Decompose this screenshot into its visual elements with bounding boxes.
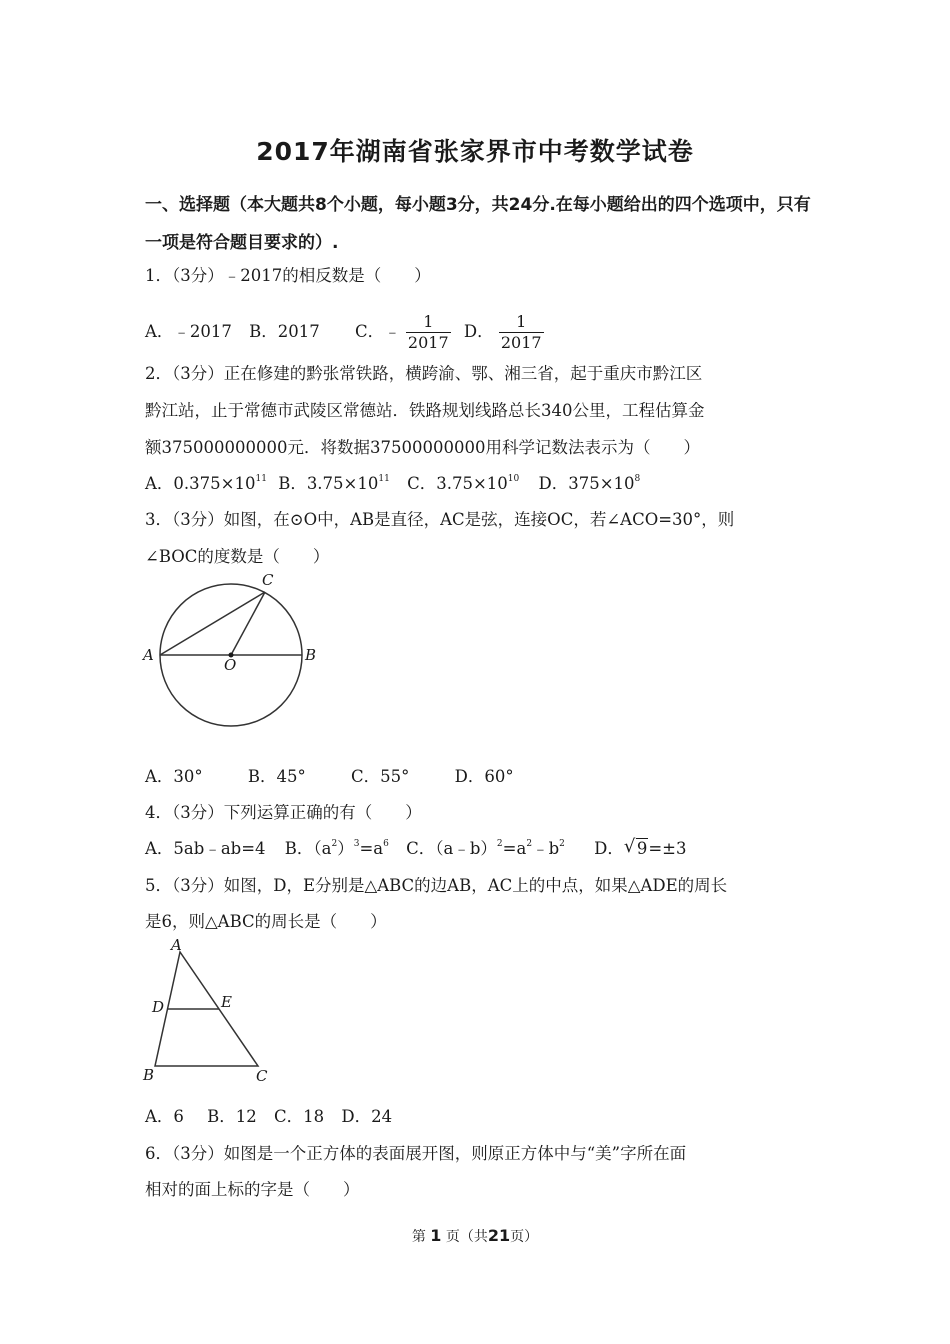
- q2-c-exponent: 10: [507, 474, 520, 484]
- q3-label-a: A: [143, 646, 154, 664]
- q5-option-d: D．24: [341, 1107, 393, 1126]
- q3-options: [145, 763, 514, 787]
- q4-d-result: =±3: [648, 839, 687, 858]
- footer-page-number: 1: [430, 1226, 442, 1245]
- q4-option-a: A．5ab﹣ab=4: [145, 839, 266, 858]
- q3-label-c: C: [262, 571, 274, 589]
- footer-prefix: 第: [411, 1229, 426, 1245]
- q4-d-radicand: 9: [636, 839, 648, 858]
- q4-c-part-3: ﹣b: [532, 839, 560, 858]
- q1-option-c-prefix: C．﹣: [355, 322, 401, 341]
- q1-option-c-fraction: [406, 312, 451, 353]
- q5-line-2: 是6，则△ABC的周长是（ ）: [145, 912, 387, 931]
- q1-c-denominator: 2017: [407, 333, 449, 352]
- q4-d-prefix: D．: [594, 839, 624, 858]
- q1-options: [145, 312, 544, 353]
- q2-option-d: [538, 470, 640, 494]
- q5-line-1: 5．（3分）如图，D，E分别是△ABC的边AB，AC上的中点，如果△ADE的周长: [145, 876, 728, 895]
- q4-b-part-1: B．（a: [284, 839, 332, 858]
- page-footer: [0, 1226, 950, 1246]
- q1-d-numerator: 1: [499, 312, 544, 333]
- q4-b-sup-3: 6: [383, 839, 389, 849]
- q6-line-1: 6．（3分）如图是一个正方体的表面展开图，则原正方体中与“美”字所在面: [145, 1144, 687, 1163]
- q5-label-d: D: [152, 998, 165, 1016]
- q2-b-base: B．3.75×10: [278, 474, 379, 493]
- q1-c-numerator: 1: [406, 312, 451, 333]
- q2-option-c: [407, 470, 519, 494]
- q3-option-b: B．45°: [247, 767, 306, 786]
- q2-line-3: 额375000000000元．将数据37500000000用科学记数法表示为（ ）: [145, 438, 700, 457]
- q2-a-exponent: 11: [255, 474, 267, 484]
- q5-label-b: B: [143, 1066, 155, 1084]
- q3-chord-ac: [160, 592, 265, 655]
- q3-circle-figure: [138, 570, 328, 735]
- q1-d-denominator: 2017: [500, 333, 542, 352]
- q5-option-a: A．6: [145, 1107, 184, 1126]
- q3-line-2: ∠BOC的度数是（ ）: [145, 547, 330, 566]
- q3-label-b: B: [305, 646, 317, 664]
- q3-option-c: C．55°: [351, 767, 410, 786]
- q1-option-d-prefix: D．: [463, 322, 494, 341]
- q4-stem: 4．（3分）下列运算正确的有（ ）: [145, 803, 422, 822]
- q4-option-b: [285, 835, 389, 859]
- q4-b-part-2: ）: [337, 839, 354, 858]
- q1-option-d: [464, 312, 544, 353]
- q5-options: [145, 1103, 392, 1127]
- q4-b-part-3: =a: [359, 839, 384, 858]
- q1-option-a: A．﹣2017: [145, 322, 232, 341]
- q2-b-exponent: 11: [378, 474, 390, 484]
- q3-label-o: O: [224, 656, 237, 674]
- q2-option-a: [145, 470, 267, 494]
- q5-triangle-figure: [138, 935, 283, 1085]
- q5-option-b: B．12: [207, 1107, 257, 1126]
- q2-line-2: 黔江站，止于常德市武陵区常德站．铁路规划线路总长340公里，工程估算金: [145, 401, 705, 420]
- q5-label-c: C: [256, 1067, 268, 1085]
- q3-line-1: 3．（3分）如图，在⊙O中，AB是直径，AC是弦，连接OC，若∠ACO=30°，则: [145, 510, 735, 529]
- q4-option-d: [594, 835, 686, 859]
- q3-option-d: D．60°: [454, 767, 514, 786]
- q2-line-1: 2．（3分）正在修建的黔张常铁路，横跨渝、鄂、湘三省，起于重庆市黔江区: [145, 364, 703, 383]
- q2-d-base: D．375×10: [538, 474, 635, 493]
- q1-option-b: B．2017: [249, 322, 320, 341]
- q4-c-sup-3: 2: [559, 839, 565, 849]
- q1-option-d-fraction: [499, 312, 544, 353]
- q1-stem: 1．（3分）﹣2017的相反数是（ ）: [145, 266, 431, 285]
- q4-c-sup-1: 2: [496, 839, 503, 849]
- radical-sign-icon: √: [623, 836, 636, 857]
- q3-option-a: A．30°: [145, 767, 203, 786]
- footer-total-pages: 21: [487, 1226, 511, 1245]
- q2-a-base: A．0.375×10: [145, 474, 256, 493]
- q2-options: [145, 470, 640, 494]
- q2-option-b: [278, 470, 390, 494]
- q2-d-exponent: 8: [634, 474, 641, 484]
- section-heading: 一、选择题（本大题共8个小题，每小题3分，共24分.在每小题给出的四个选项中，只有一项是符合题目要求的）.: [145, 195, 811, 253]
- q5-option-c: C．18: [274, 1107, 325, 1126]
- q4-d-sqrt: [623, 836, 649, 858]
- q4-options: [145, 835, 687, 859]
- q4-b-sup-2: 3: [353, 839, 360, 849]
- q5-label-a: A: [171, 936, 182, 954]
- q6-line-2: 相对的面上标的字是（ ）: [145, 1180, 360, 1199]
- q4-c-part-2: =a: [502, 839, 527, 858]
- q1-option-c: [355, 312, 451, 353]
- q4-option-c: [406, 835, 565, 859]
- paper-title: 2017年湖南省张家界市中考数学试卷: [256, 137, 694, 166]
- q5-label-e: E: [221, 993, 232, 1011]
- q2-c-base: C．3.75×10: [407, 474, 508, 493]
- footer-suffix: 页）: [510, 1229, 539, 1245]
- q4-c-part-1: C．（a﹣b）: [406, 839, 497, 858]
- footer-middle: 页（共: [445, 1229, 488, 1245]
- q4-c-sup-2: 2: [526, 839, 533, 849]
- q4-b-sup-1: 2: [331, 839, 338, 849]
